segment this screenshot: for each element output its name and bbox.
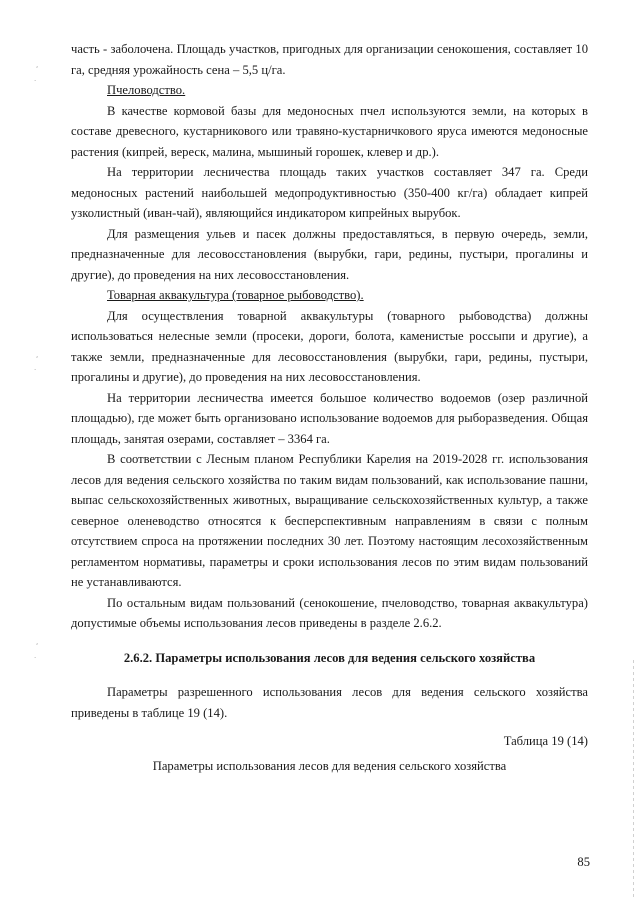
margin-mark: · [34,366,37,374]
table-title: Параметры использования лесов для ведения сельского хозяйства [152,758,507,773]
margin-mark: , [36,61,39,69]
table-label: Таблица 19 (14) [503,734,588,748]
paragraph-other-uses: По остальным видам пользований (сенокошение, пчеловодство, товарная аквакультура) допустимые объемы использования лесов приведены в разделе 2.6.2. [71,595,588,630]
paragraph-table-reference: Параметры разрешенного использования лесов для ведения сельского хозяйства приведены в таблице 19 (14). [71,685,588,720]
section-heading: 2.6.2. Параметры использования лесов для ведения сельского хозяйства [123,650,536,665]
scan-edge-line [633,660,634,900]
subheading-beekeeping [71,80,588,101]
paragraph-water-bodies: На территории лесничества имеется большое количество водоемов (озер различной площадью), где может быть организовано использование водоемов для рыборазведения. Общая площадь, занятая озерами, составляет – 3364 га. [71,390,588,446]
document-body [71,39,588,776]
margin-mark: , [36,351,39,359]
subheading-aquaculture [71,285,588,306]
margin-mark: · [34,654,37,662]
paragraph-forest-plan: В соответствии с Лесным планом Республики Карелия на 2019-2028 гг. использования лесов для ведения сельского хозяйства по таким видам пользований, как использование пашни, выпас сельскохозяйственных животных, выращивание сельскохозяйственных культур, а также северное оленеводство относятся к бесперспективным направлениям в связи с полным отсутствием спроса на протяжении последних 30 лет. Поэтому настоящим лесохозяйственным регламентом нормативы, параметры и сроки использования лесов по этим видам пользований не устанавливаются. [71,452,588,589]
paragraph-aquaculture-lands: Для осуществления товарной аквакультуры (товарного рыбоводства) должны использоваться нелесные земли (просеки, дороги, болота, каменистые россыпи и другие), а также земли, предназначенные для лесовосстановления (вырубки, гари, редины, пустыри, прогалины и другие), до проведения на них лесовосстановления. [71,308,588,384]
subheading-aquaculture-text: Товарная аквакультура (товарное рыбоводство). [107,288,364,302]
page-number: 85 [577,855,590,869]
paragraph-hay-continuation: часть - заболочена. Площадь участков, пригодных для организации сенокошения, составляет 10 га, средняя урожайность сена – 5,5 ц/га. [71,42,588,77]
paragraph-bee-forage: В качестве кормовой базы для медоносных пчел используются земли, на которых в составе древесного, кустарникового или травяно-кустарничкового яруса имеются медоносные растения (кипрей, вереск, малина, мышиный горошек, клевер и др.). [71,103,588,159]
margin-mark: · [34,77,37,85]
paragraph-bee-area: На территории лесничества площадь таких участков составляет 347 га. Среди медоносных растений наибольшей медопродуктивностью (350-400 кг/га) обладает кипрей узколистный (иван-чай), являющийся индикатором кипрейных вырубок. [71,165,588,220]
paragraph-hive-placement: Для размещения ульев и пасек должны предоставляться, в первую очередь, земли, предназначенные для лесовосстановления (вырубки, гари, редины, пустыри, прогалины и другие), до проведения на них лесовосстановления. [71,226,588,282]
margin-mark: , [36,638,39,646]
subheading-beekeeping-text: Пчеловодство. [107,83,186,97]
